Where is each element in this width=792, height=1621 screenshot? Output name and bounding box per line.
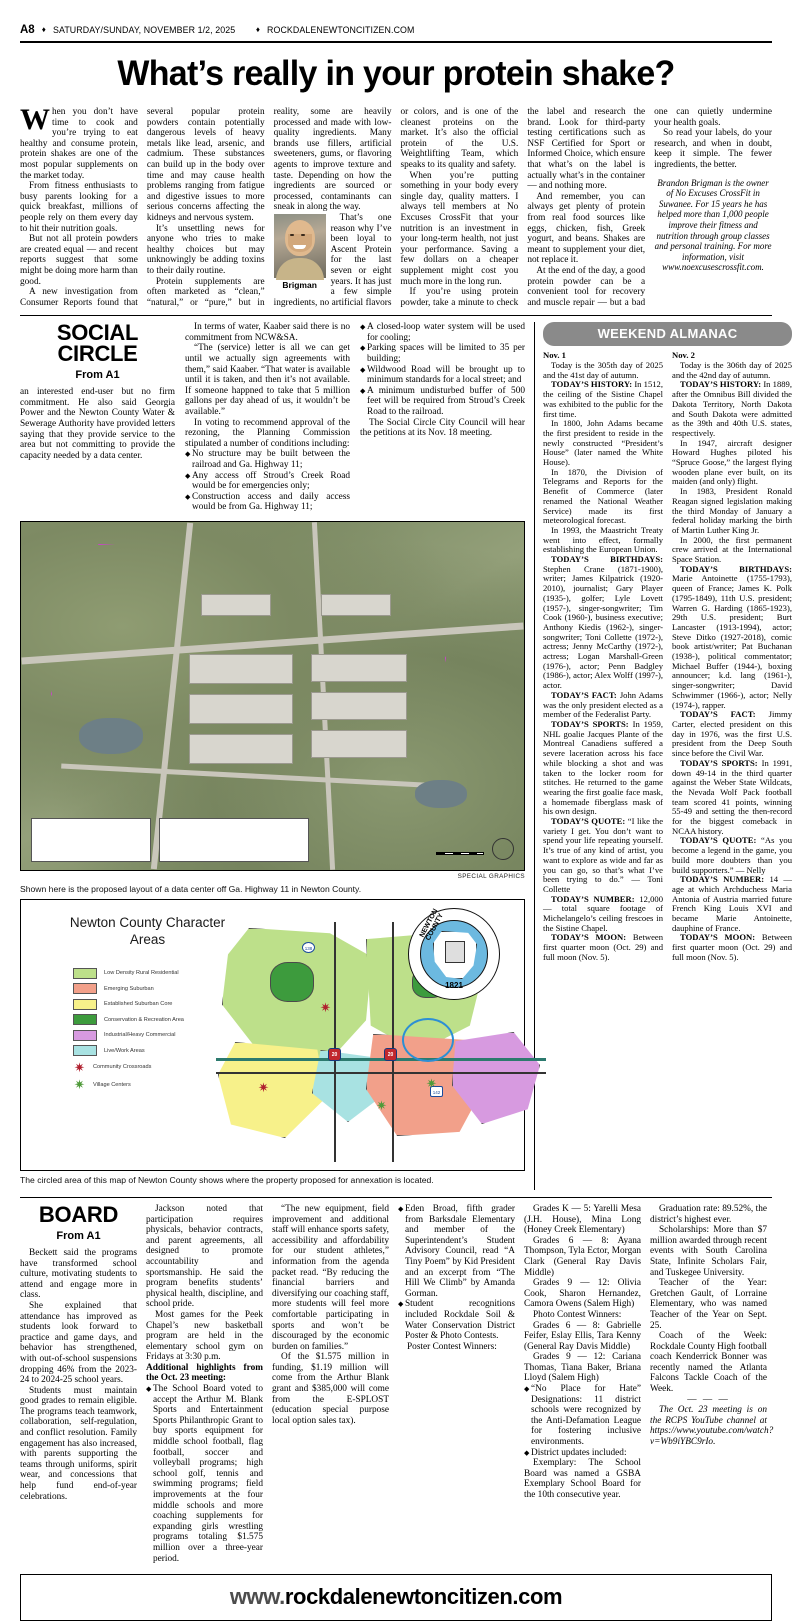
almanac-entry-text: “I like the variety I get. You don’t want to spend your life repeating yourself. It’s true of any kind of artist, you want to explore as wide and far as you can go, so that’s what I’ve been trying to do.” — Toni Collette [543, 816, 664, 894]
almanac-entry-text: Between first quarter moon (Oct. 29) and full moon (Nov. 5). [672, 932, 792, 962]
almanac-entry [672, 875, 792, 933]
aerial-site-plan-image [21, 522, 524, 870]
legend-item [73, 983, 184, 994]
newton-county-seal [408, 908, 500, 1000]
crossroads-marker-icon-2: ✷ [258, 1079, 269, 1095]
almanac-entry: In 1870, the Division of Telegrams and Reports for the Benefit of Commerce (later renamed the National Weather Service) made its first meteorological forecast. [543, 466, 663, 526]
social-bullet-text: A minimum undisturbed buffer of 500 feet will be required from Stroud’s Creek Road to the railroad. [367, 385, 525, 418]
almanac-entry [672, 710, 792, 759]
page-number: A8 [20, 24, 35, 36]
board-paragraph: Beckett said the programs have transformed school culture, motivating students to attend and engage more in class. [20, 1247, 137, 1301]
portrait-caption: Brigman [282, 279, 317, 290]
board-update-line: Graduation rate: 89.52%, the district’s highest ever. [650, 1203, 767, 1225]
almanac-entry-text: In 1959, NHL goalie Jacques Plante of the Montreal Canadiens suffered a severe laceration across his face while blocking a shot and was taken to the locker room for stitches. He returned to the game wearing the first goalie face mask, a homemade fiberglass mask of his own design. [543, 719, 663, 817]
legend-item [73, 999, 184, 1010]
board-bullet: ◆ Eden Broad, fifth grader from Barksdale Elementary and member of the Superintendent’s Student Advisory Council, read “A Tiny Poem” by Kid President and an excerpt from “The Hill We Climb” by Amanda Gorman. [398, 1203, 515, 1299]
board-bullet: ◆ “No Place for Hate” Designations: 11 district schools were recognized by the Anti-Defamation League for fostering inclusive environments. [524, 1384, 641, 1448]
board-contest-line: Photo Contest Winners: [533, 1309, 622, 1320]
almanac-intro: Today is the 306th day of 2025 and the 42nd day of autumn. [672, 359, 792, 380]
story-paragraph: Protein supplements are often marketed as “clean,” “natural,” or “pure,” but in reality, some are heavily processed and made with low-quality ingredients. Many brands use fillers, artificial sweeteners, gums, or flavoring agents to improve texture and taste. Depending on how the ingredients are sourced or processed, contaminants can sneak in along the way. [146, 107, 392, 308]
county-area-conservation [270, 962, 314, 1002]
board-highlights-head-line2: from the Oct. 23 meeting: [146, 1362, 263, 1384]
interstate-shield-icon: 20 [328, 1048, 341, 1061]
almanac-entry-label: TODAY’S SPORTS: [680, 757, 758, 768]
top-story-body [20, 103, 772, 308]
footer-url-suffix: .com [512, 1584, 563, 1610]
charmap-figure [20, 899, 525, 1190]
board-update-line: Exemplary: The School Board was named a GSBA Exemplary School Board for the 10th consecutive year. [524, 1458, 641, 1500]
story-paragraph: When you’re putting something in your body every single day, quality matters. I always tell members at No Excuses CrossFit that your nutrition is an investment in your long-term health, not just your performance. Saving a few dollars on a cheaper supplement might cost you much more in the long run. [400, 170, 519, 287]
story-paragraph: At the end of the day, a good protein powder can be a convenient tool for recovery and muscle repair — but a bad one can quietly undermine your health goals. [527, 107, 772, 308]
almanac-entry [672, 933, 792, 962]
board-bullet-text: Student recognitions included Rockdale Soil & Water Conservation District Poster & Photo Contests. [405, 1299, 515, 1342]
legend-label: Low Density Rural Residential [104, 970, 179, 977]
almanac-entry-label: TODAY’S BIRTHDAYS: [680, 563, 792, 574]
seal-ring-text [409, 909, 499, 999]
story-paragraph: That’s one reason why I’ve been loyal to Ascent Protein for the last seven or eight years. It has just a few simple ingredients, no artificial flavors or colors, and is one of the cleanest proteins on the market. It’s also the official protein of the U.S. Weightlifting Team, which speaks to its quality and safety. [273, 107, 519, 308]
social-bullet: ◆ Construction access and daily access would be from Ga. Highway 11; [185, 491, 350, 513]
legend-label: Emerging Suburban [104, 985, 154, 992]
social-bullet: ◆ A minimum undisturbed buffer of 500 feet will be required from Stroud’s Creek Road to the railroad. [360, 385, 525, 418]
legend-swatch-emerging-suburban [73, 983, 97, 994]
almanac-entry-label: TODAY’S BIRTHDAYS: [551, 554, 663, 565]
seal-top-text: NEWTON COUNTY [418, 907, 445, 942]
almanac-entry: In 1983, President Ronald Reagan signed legislation making the third Monday of January a federal holiday marking the birth of Martin Luther King Jr. [672, 486, 792, 535]
social-bullet: ◆ Parking spaces will be limited to 35 per building; [360, 343, 525, 365]
board-contest-line: Grades 6 — 8: Ayana Thompson, Tyla Ector, Morgan Clark (General Ray Davis Middle) [524, 1235, 641, 1278]
legend-item [73, 968, 184, 979]
almanac-entry-label: TODAY’S FACT: [551, 689, 617, 700]
board-bullet: ◆ The School Board voted to accept the Arthur M. Blank Sports and Entertainment Sports Philanthropic Grant to buy sports equipment for middle school football, flag football, soccer and volleyball programs; high school golf, tennis and swimming programs; field improvements at the four middle schools and more coaching supplements for expanding girls wrestling programs totaling $1.575 million over a three-year period. [146, 1384, 263, 1564]
board-update-line: Teacher of the Year: Gretchen Gault, of Lorraine Elementary, who was named Teacher of the Year on Sept. 25. [650, 1278, 767, 1331]
charmap-figure-caption: The circled area of this map of Newton County shows where the property proposed for annexation is located. [20, 1174, 434, 1185]
board-continued-from: From A1 [56, 1229, 101, 1242]
mid-zone [20, 316, 792, 1190]
social-bullet-text: A closed-loop water system will be used for cooling; [367, 322, 525, 343]
author-tagline-block [654, 171, 772, 273]
board-paragraph: Students must maintain good grades to remain eligible. The programs teach teamwork, collaboration, self-regulation, and conflict resolution. Family engagement has also increased, with parents supporting the teams through uniforms, spirit wear, and concessions that help fund end-of-year celebrations. [20, 1385, 137, 1502]
legend-label: Conservation & Recreation Area [104, 1016, 184, 1023]
legend-swatch-conservation [73, 1014, 97, 1025]
county-area-suburban-core [218, 1042, 326, 1138]
almanac-entry [543, 691, 663, 720]
character-areas-map-image [21, 900, 524, 1170]
aerial-figure-caption: Shown here is the proposed layout of a data center off Ga. Highway 11 in Newton County. [20, 883, 362, 894]
story-paragraph: So read your labels, do your research, and when in doubt, keep it simple. The fewer ingredients, the better. [654, 128, 772, 170]
legend-item [73, 1078, 184, 1091]
almanac-entry [672, 836, 792, 875]
social-bullet: ◆ Any access off Stroud’s Creek Road would be for emergencies only; [185, 470, 350, 492]
almanac-day-column [543, 351, 663, 962]
folio-website: ROCKDALENEWTONCITIZEN.COM [267, 25, 415, 36]
jump-headline-line1: SOCIAL [56, 320, 139, 346]
almanac-entry-label: TODAY’S MOON: [680, 932, 756, 943]
almanac-entry-text: “As you become a legend in the game, you build more doubters than you build supporters.” — Nelly [672, 835, 792, 875]
portrait-figure [274, 214, 326, 291]
board-headline: BOARD [38, 1201, 119, 1227]
legend-item [73, 1030, 184, 1041]
village-marker-icon-2: ✷ [426, 1075, 437, 1091]
folio-bar [20, 0, 772, 41]
almanac-entry-text: Marie Antoinette (1755-1793), queen of France; James K. Polk (1795-1849), 11th U.S. president; Warren G. Harding (1865-1923), 29th U.S. president; Burt Lancaster (1913-1994), actor; Steve Ditko (1927-2018), comic book artist/writer; Pat Buchanan (1938-), political commentator; Michael Buffer (1944-), boxing announcer; k.d. lang (1961-), singer-songwriter; David Schwimmer (1966-), actor; Nelly (1974-), rapper. [672, 573, 792, 710]
weekend-almanac-section [543, 322, 792, 1190]
story-paragraph: If you’re using protein powder, take a minute to check the label and research the brand. Look for third-party testing certifications such as NSF Certified for Sport or Informed Choice, which ensure that what’s on the label is actually what’s in the container — and nothing more. [400, 107, 646, 308]
story-paragraph: But not all protein powders are created equal — and recent reports suggest that some might be doing more harm than good. [20, 234, 138, 287]
legend-item [73, 1014, 184, 1025]
footer-url-box[interactable] [20, 1574, 772, 1621]
annexation-highlight-circle [402, 1018, 454, 1062]
almanac-entry-text: Stephen Crane (1871-1900), writer; James Kilpatrick (1920-2010), journalist; Gary Player (1935-), golfer; Lyle Lovett (1957-), singer-songwriter; Tim Cook (1960-), business executive; Anthony Kiedis (1962-), singer-songwriter; Toni Collette (1972-), actress; Jenny McCarthy (1972-), actress; Logan Marshall-Green (1976-), actor; Penn Badgley (1986-), actor; Alex Wolff (1997-), actor. [543, 563, 663, 691]
diamond-icon-2: ♦ [255, 25, 261, 34]
charmap-title [55, 914, 240, 948]
almanac-entry-text: 14 — age at which Archduchess Maria Antonia of Austria married future French King Louis XVI and became Marie Antoinette, dauphine of France. [672, 874, 792, 933]
almanac-date: Nov. 1 [543, 350, 566, 361]
board-dashes: — — — [687, 1394, 730, 1405]
almanac-entry: In 2000, the first permanent crew arrived at the International Space Station. [672, 534, 792, 565]
social-paragraph: an interested end-user but no firm commitment. He also said Georgia Power and the Newton County Water & Sewerage Authority have provided letters saying that they provide service to the area but not committing to provide the capacity needed by a data center. [20, 387, 175, 461]
board-bullet: ◆ Student recognitions included Rockdale Soil & Water Conservation District Poster & Photo Contests. [398, 1299, 515, 1342]
board-contest-line: Grades 9 — 12: Olivia Cook, Sharon Hernandez, Camora Owens (Salem High) [524, 1278, 641, 1310]
story-paragraph: It’s unsettling news for anyone who tries to make healthy choices but may unknowingly be adding toxins to their daily routine. [146, 223, 265, 276]
almanac-entry [543, 933, 663, 962]
footer-url-prefix: www. [229, 1584, 285, 1610]
route-shield-142: 142 [430, 1086, 443, 1097]
social-bullet: ◆ No structure may be built between the railroad and Ga. Highway 11; [185, 449, 350, 470]
social-paragraph: In voting to recommend approval of the rezoning, the Planning Commission stipulated a number of conditions including: [185, 417, 350, 449]
board-contest-line: Grades K — 5: Yarelli Mesa (J.H. House), Mina Long (Honey Creek Elementary) [524, 1203, 641, 1236]
story-paragraph: And remember, you can always get plenty of protein from real food sources like eggs, chicken, fish, Greek yogurt, and beans. Shakes are meant to supplement your diet, not replace it. [527, 191, 646, 266]
almanac-entry-label: TODAY’S QUOTE: [680, 835, 757, 846]
crossroads-marker-icon: ✷ [320, 999, 331, 1015]
almanac-entry [672, 759, 792, 837]
story-paragraph: From fitness enthusiasts to busy parents looking for a quick breakfast, millions of people rely on them every day to hit their nutrition goals. [20, 181, 138, 234]
board-update-line: Scholarships: More than $7 million awarded through recent events with South Carolina State, Infinite Scholars Fair, and Tuskegee University. [650, 1225, 767, 1278]
social-bullet-text: Parking spaces will be limited to 35 per building; [367, 343, 525, 365]
aerial-image-frame [20, 521, 525, 871]
board-paragraph: “The new equipment, field improvement and additional staff will enhance sports safety, accessibility and affordability for our student athletes,” information from the agenda packet read. “By reducing the financial barriers and diversifying our coaching staff, more students will feel more comfortable participating in sports and won’t be discouraged by the economic burden on families.” [272, 1203, 389, 1352]
aerial-figure-credit: SPECIAL GRAPHICS [457, 872, 525, 880]
avatar [274, 214, 326, 278]
social-circle-section [20, 322, 534, 1190]
almanac-columns [543, 351, 792, 962]
almanac-date: Nov. 2 [672, 350, 695, 361]
almanac-entry [543, 555, 663, 691]
folio-date: SATURDAY/SUNDAY, NOVEMBER 1/2, 2025 [52, 25, 236, 36]
almanac-entry-text: In 1512, the ceiling of the Sistine Chapel was exhibited to the public for the first time. [543, 379, 663, 419]
almanac-entry-label: TODAY’S QUOTE: [551, 816, 626, 827]
almanac-entry-text: In 1991, down 49-14 in the third quarter against the Weber State Wildcats, the Nevada Wolf Pack football team scored 41 points, winning 55-49 and setting the then-record for the biggest comeback in NCAA history. [672, 757, 792, 836]
charmap-image-frame [20, 899, 525, 1171]
almanac-intro: Today is the 305th day of 2025 and the 41st day of autumn. [543, 359, 663, 380]
social-bullet-text: Construction access and daily access would be from Ga. Highway 11; [192, 491, 350, 513]
seal-year: 1821 [445, 980, 463, 990]
village-marker-icon: ✷ [376, 1097, 387, 1113]
social-bullet-text: No structure may be built between the railroad and Ga. Highway 11; [192, 449, 350, 470]
almanac-entry [672, 565, 792, 711]
board-highlights-head [146, 1363, 263, 1384]
social-bullet: ◆ A closed-loop water system will be used for cooling; [360, 322, 525, 343]
legend-label: Community Crossroads [93, 1064, 152, 1071]
route-shield-138: 138 [302, 942, 315, 953]
almanac-entry [543, 720, 663, 817]
board-bullet: ◆ District updates included: [524, 1447, 627, 1458]
board-contest-line: Poster Contest Winners: [407, 1341, 497, 1352]
almanac-entry-text: John Adams was the only president elected as a member of the Federalist Party. [543, 689, 664, 720]
almanac-entry-label: TODAY’S HISTORY: [551, 379, 633, 390]
footer-url[interactable] [230, 1584, 562, 1609]
almanac-entry-label: TODAY’S SPORTS: [551, 719, 629, 729]
almanac-entry-text: Between first quarter moon (Oct. 29) and full moon (Nov. 5). [543, 932, 663, 962]
legend-label: Village Centers [93, 1081, 131, 1088]
board-bullet-text: District updates included: [531, 1447, 627, 1458]
diamond-icon: ♦ [41, 25, 46, 34]
almanac-entry-label: TODAY’S FACT: [680, 709, 756, 720]
charmap-title-line2: Areas [129, 931, 166, 947]
almanac-entry [543, 817, 663, 895]
board-bullet-text: Eden Broad, fifth grader from Barksdale Elementary and member of the Superintendent’s Student Advisory Council, read “A Tiny Poem” by Kid President and an excerpt from “The Hill We Climb” by Amanda Gorman. [405, 1203, 515, 1299]
almanac-entry-label: TODAY’S MOON: [551, 932, 627, 943]
board-contest-line: Grades 9 — 12: Cariana Thomas, Tiana Baker, Briana Lloyd (Salem High) [524, 1352, 641, 1384]
legend-swatch-low-density [73, 968, 97, 979]
social-closing: The Social Circle City Council will hear the petitions at its Nov. 18 meeting. [360, 417, 525, 439]
page-title: What’s really in your protein shake? [117, 54, 675, 93]
legend-swatch-industrial [73, 1030, 97, 1041]
story-paragraph: When you don’t have time to cook and you’re trying to eat healthy and consume protein, protein shakes are one of the most popular supplements on the market today. [20, 103, 138, 181]
almanac-entry [543, 380, 663, 419]
almanac-entry-label: TODAY’S HISTORY: [680, 379, 762, 390]
legend-swatch-suburban-core [73, 999, 97, 1010]
story-paragraph: A new investigation from Consumer Reports found that several popular protein powders contain potentially dangerous levels of heavy metals like lead, arsenic, and cadmium. These substances can build up in the body over time and may cause health problems ranging from fatigue and digestive issues to more serious concerns affecting the kidneys and nervous system. [20, 107, 265, 308]
legend-item [73, 1045, 184, 1056]
board-paragraph: She explained that attendance has improved as students look forward to practice and game days, and behavior has strengthened, with out-of-school suspensions dropping 46% from the 2023-24 to 2024-25 school years. [20, 1300, 137, 1386]
legend-item [73, 1061, 184, 1074]
social-bullet: ◆ Wildwood Road will be brought up to minimum standards for a local street; and [360, 364, 525, 386]
legend-label: Industrial/Heavy Commercial [104, 1032, 176, 1039]
almanac-entry-label: TODAY’S NUMBER: [680, 874, 765, 885]
board-contest-line: Grades 6 — 8: Gabrielle Feifer, Eslay Ellis, Tara Kenny (General Ray Davis Middle) [524, 1320, 641, 1352]
interstate-shield-icon-2: 20 [384, 1048, 397, 1061]
board-highlights-head-line1: Additional highlights [146, 1362, 236, 1373]
jump-headline-line2: CIRCLE [57, 341, 138, 367]
social-bullet-text: Any access off Stroud’s Creek Road would be for emergencies only; [192, 470, 350, 492]
almanac-entry-text: In 1889, after the Omnibus Bill divided the Dakota Territory, North Dakota and South Dakota were admitted as the 39th and 40th U.S. states, respectively. [672, 379, 792, 438]
star-icon-crossroads: ✷ [74, 1059, 85, 1075]
jump-continued-from: From A1 [75, 369, 120, 382]
board-bullet-text: The School Board voted to accept the Arthur M. Blank Sports and Entertainment Sports Philanthropic Grant to buy sports equipment for middle school football, flag football, soccer and volleyball programs; high school golf, tennis and swimming programs; field improvements at the four middle schools and more coaching supplements for expanding girls wrestling programs totaling $1.575 million over a three-year period. [153, 1384, 263, 1564]
legend-label: Live/Work Areas [104, 1047, 145, 1054]
social-bullet-text: Wildwood Road will be brought up to minimum standards for a local street; and [367, 364, 525, 386]
star-icon-village: ✷ [74, 1077, 85, 1093]
legend-swatch-live-work [73, 1045, 97, 1056]
board-paragraph: Most games for the Peek Chapel’s new basketball program are held in the elementary school gym on Fridays at 3:30 p.m. [146, 1309, 263, 1363]
almanac-entry [672, 380, 792, 438]
board-update-line: Coach of the Week: Rockdale County High football coach Kenderrick Bonner was recently named the Atlanta Falcons Tackle Coach of the Week. [650, 1331, 767, 1395]
almanac-entry: In 1947, aircraft designer Howard Hughes piloted his “Spruce Goose,” the largest flying wooden plane ever built, on its maiden (and only) flight. [672, 437, 792, 487]
almanac-entry-text: 12,000 — total square footage of Michelangelo’s ceiling frescoes in the Sistine Chapel. [543, 893, 663, 933]
aerial-figure [20, 521, 525, 899]
footer-url-main: rockdalenewtoncitizen [284, 1584, 513, 1610]
social-paragraph: “The (service) letter is all we can get until we actually sign agreements with them,” said Kaaber. “That water is available until it is taken, and then it’s not available. If someone happned to take that 5 million gallons per day ahead of us, it wouldn’t be available.” [185, 343, 350, 418]
almanac-entry: In 1800, John Adams became the first president to reside in the newly constructed “President’s House” (later named the White House). [543, 418, 663, 468]
author-tagline: Brandon Brigman is the owner of No Excuses CrossFit in Suwanee. For 15 years he has helped more than 1,000 people improve their fitness and nutrition through group classes and personal training. For more information, visit www.noexcusescrossfit.com. [654, 177, 772, 273]
almanac-entry-label: TODAY’S NUMBER: [551, 893, 635, 904]
social-paragraph: In terms of water, Kaaber said there is no commitment from NCW&SA. [185, 322, 350, 343]
charmap-title-line1: Newton County Character [69, 914, 226, 930]
almanac-entry [543, 895, 663, 934]
board-section [20, 1198, 772, 1564]
almanac-day-column-2 [672, 351, 792, 962]
almanac-entry: In 1993, the Maastricht Treaty went into effect, formally establishing the European Union. [543, 524, 663, 555]
board-paragraph: Jackson noted that participation requires physicals, behavior contracts, and parent agreements, all designed to promote accountability and sportsmanship. He said the program benefits students’ physical health, discipline, and school pride. [146, 1203, 263, 1310]
almanac-title-bar: WEEKEND ALMANAC [543, 322, 792, 346]
board-paragraph: Of the $1.575 million in funding, $1.19 million will come from the Arthur Blank grant and $385,000 will come from the E-SPLOST (education special purpose local option sales tax). [272, 1352, 389, 1426]
charmap-legend [73, 968, 184, 1096]
board-footnote: The Oct. 23 meeting is on the RCPS YouTube channel at https://www.youtube.com/watch?v=Wb9iYBC9rIo. [650, 1405, 774, 1448]
legend-label: Established Suburban Core [104, 1001, 173, 1008]
almanac-entry-text: Jimmy Carter, elected president on this day in 1976, was the first U.S. president from the Deep South since before the Civil War. [672, 709, 792, 759]
board-bullet-text: “No Place for Hate” Designations: 11 district schools were recognized by the Anti-Defamation League for fostering inclusive environments. [531, 1384, 641, 1448]
